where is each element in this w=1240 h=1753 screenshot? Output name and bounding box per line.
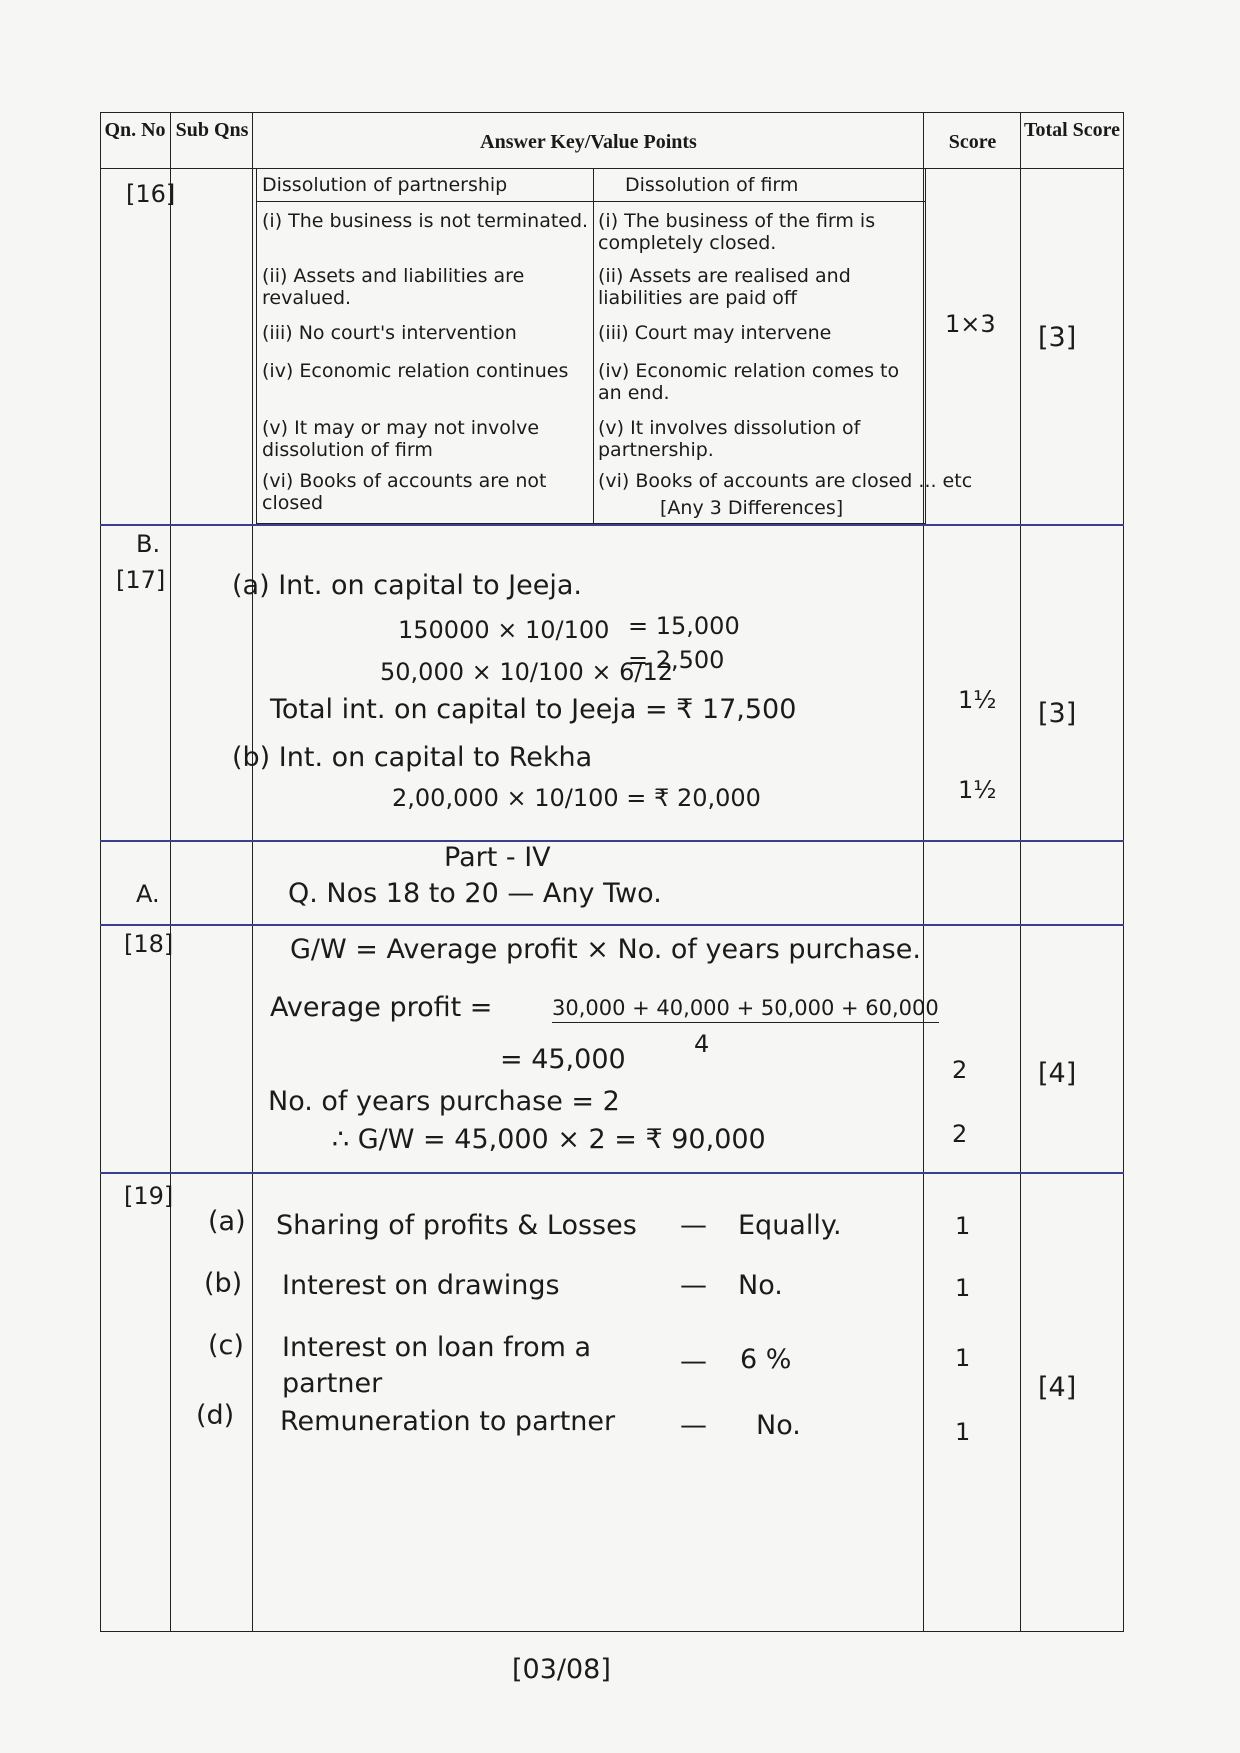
q17-total: [3] [1038,698,1077,729]
q16-col1-head: Dissolution of partnership [262,174,508,196]
q19-a-dash: — [680,1210,707,1241]
q17-score-a: 1½ [958,686,997,714]
q16-row2-b: (ii) Assets are realised and liabilities are paid off [598,265,851,309]
q17-line1-left: 150000 × 10/100 [398,616,610,644]
q16-row2-a: (ii) Assets and liabilities are revalued. [262,265,525,309]
q19-b-text: Interest on drawings [282,1270,560,1301]
q19-a-sub: (a) [208,1206,246,1237]
q17-b-title: (b) Int. on capital to Rekha [232,742,593,773]
q18-score2: 2 [952,1120,968,1148]
q16-inner-head-rule [256,201,926,202]
col-divider-1 [170,112,171,1632]
col-divider-4 [1020,112,1021,1632]
q19-c-text: Interest on loan from a partner [282,1332,592,1399]
q19-c-dash: — [680,1346,707,1377]
q16-row6-a: (vi) Books of accounts are not closed [262,470,547,514]
q16-row4-a: (iv) Economic relation continues [262,360,569,382]
q17-end-rule [100,840,1124,842]
q17-line2-left: 50,000 × 10/100 × 6/12 [380,658,674,686]
q16-row3-a: (iii) No court's intervention [262,322,517,344]
q18-line2-numerator: 30,000 + 40,000 + 50,000 + 60,000 [552,996,939,1023]
q16-col2-head: Dissolution of firm [625,174,799,196]
q19-d-score: 1 [955,1418,971,1446]
q19-number: [19] [124,1182,174,1210]
q16-row4-b: (iv) Economic relation comes to an end. [598,360,900,404]
q16-row5-b: (v) It involves dissolution of partnership. [598,417,861,461]
col-divider-2 [252,112,253,1632]
q19-b-sub: (b) [204,1268,243,1299]
q17-score-b: 1½ [958,776,997,804]
q19-d-dash: — [680,1410,707,1441]
header-sub-qns: Sub Qns [175,119,249,141]
q18-number: [18] [124,930,174,958]
q16-end-rule [100,524,1124,526]
q17-b-line: 2,00,000 × 10/100 = ₹ 20,000 [392,784,761,812]
q18-line1: G/W = Average profit × No. of years purchase. [290,934,921,965]
q19-d-text: Remuneration to partner [280,1406,616,1437]
q19-a-answer: Equally. [738,1210,842,1241]
q17-a-title: (a) Int. on capital to Jeeja. [232,570,582,601]
q19-b-score: 1 [955,1274,971,1302]
q19-total: [4] [1038,1372,1077,1403]
q18-score1: 2 [952,1056,968,1084]
header-total-score: Total Score [1023,119,1121,141]
q16-row1-b: (i) The business of the firm is completely closed. [598,210,876,254]
q17-line2-right: = 2,500 [628,646,725,674]
q17-section: B. [136,530,161,558]
q18-line2-left: Average profit = [270,992,493,1023]
part4-end-rule [100,924,1124,926]
q19-a-text: Sharing of profits & Losses [276,1210,637,1241]
q19-b-answer: No. [738,1270,783,1301]
q19-d-answer: No. [756,1410,801,1441]
q17-total-line: Total int. on capital to Jeeja = ₹ 17,500 [270,694,797,725]
q17-line1-right: = 15,000 [628,612,740,640]
q16-number: [16] [126,180,176,208]
q16-inner-divider [593,168,594,524]
q16-row5-a: (v) It may or may not involve dissolution of firm [262,417,540,461]
q19-d-sub: (d) [196,1400,235,1431]
page-number: [03/08] [512,1654,611,1685]
part4-subtitle: Q. Nos 18 to 20 — Any Two. [288,878,662,909]
q18-line2-denominator: 4 [694,1030,710,1058]
header-answer-key: Answer Key/Value Points [480,131,697,153]
q18-line4: No. of years purchase = 2 [268,1086,620,1117]
q19-b-dash: — [680,1270,707,1301]
q16-row3-b: (iii) Court may intervene [598,322,832,344]
q17-number: [17] [116,566,166,594]
q16-row1-a: (i) The business is not terminated. [262,210,589,232]
q16-score: 1×3 [945,310,996,338]
q19-c-sub: (c) [208,1330,244,1361]
q18-total: [4] [1038,1058,1077,1089]
q18-line5: ∴ G/W = 45,000 × 2 = ₹ 90,000 [332,1124,766,1155]
q19-c-score: 1 [955,1344,971,1372]
q18-line3: = 45,000 [500,1044,626,1075]
header-score: Score [948,131,997,153]
q18-end-rule [100,1172,1124,1174]
q16-row6-b: (vi) Books of accounts are closed ... etc [598,470,973,492]
q16-note: [Any 3 Differences] [660,497,844,519]
q16-total: [3] [1038,322,1077,353]
q19-a-score: 1 [955,1212,971,1240]
part4-title: Part - IV [444,842,551,873]
part4-section: A. [136,880,160,908]
q19-c-answer: 6 % [740,1344,792,1375]
header-qn-no: Qn. No [104,119,166,141]
